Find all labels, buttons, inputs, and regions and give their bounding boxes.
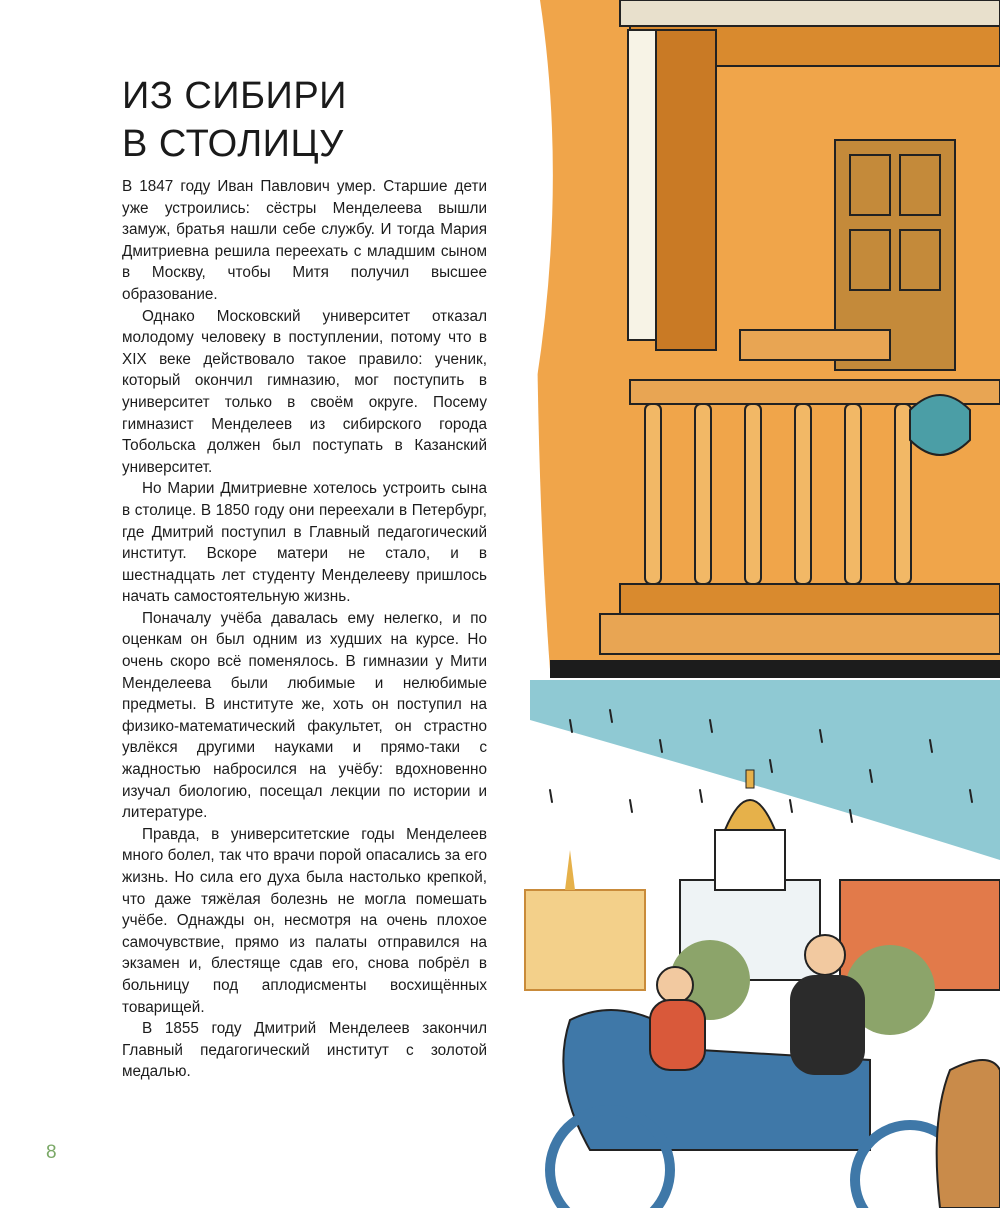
window [628,30,656,340]
paragraph: Правда, в университетские годы Менделеев много болел, так что врачи порой опасались за его жизнь. Но сила его духа была настолько крепкой, что даже тяжёлая болезнь не могла помешать учёбе. Однажды он, несмотря на очень плохое самочувствие, прямо из палаты отправился на экзамен и, блестяще сдав его, снова побрёл в больницу под аплодисменты восхищённых товарищей. [122,825,487,1016]
chapter-title-line-1: ИЗ СИБИРИ [122,75,347,117]
chapter-title-line-2: В СТОЛИЦУ [122,123,344,165]
page-number: 8 [46,1142,57,1163]
paragraph: Поначалу учёба давалась ему нелегко, и по оценкам он был одним из худших на курсе. Но очень скоро всё поменялось. В гимназии у Мити Менделеева были любимые и нелюбимые предметы. В институте же, хоть он поступил на физико-математический факультет, он страстно увлёкся другими науками и прямо-таки с жадностью набросился на учёбу: вдохновенно изучал биологию, посещал лекции по истории и литературе. [122,609,487,822]
chapter-title [122,72,502,168]
body-text [122,176,487,1083]
paragraph: В 1847 году Иван Павлович умер. Старшие дети уже устроились: сёстры Менделеева вышли замуж, братья нашли себе службу. И тогда Мария Дмитриевна решила переехать с младшим сыном в Москву, чтобы Митя получил высшее образование. [122,178,487,303]
illustration-petersburg [510,0,1000,1208]
paragraph: Однако Московский университет отказал молодому человеку в поступлении, потому что в XIX веке действовало такое правило: ученик, который окончил гимназию, мог поступить в университет только в своём округе. Посему гимназист Менделеев из сибирского города Тобольска должен был поступать в Казанский университет. [122,307,487,476]
paragraph: Но Марии Дмитриевне хотелось устроить сына в столице. В 1850 году они переехали в Петербург, где Дмитрий поступил в Главный педагогический институт. Вскоре матери не стало, и в шестнадцать лет студенту Менделееву пришлось начать самостоятельную жизнь. [122,480,487,606]
admiralty [525,890,645,990]
wall-lamp [910,395,970,455]
paragraph: В 1855 году Дмитрий Менделеев закончил Главный педагогический институт с золотой медалью. [122,1020,487,1081]
horse [937,1060,1000,1208]
cathedral-dome [725,800,775,830]
